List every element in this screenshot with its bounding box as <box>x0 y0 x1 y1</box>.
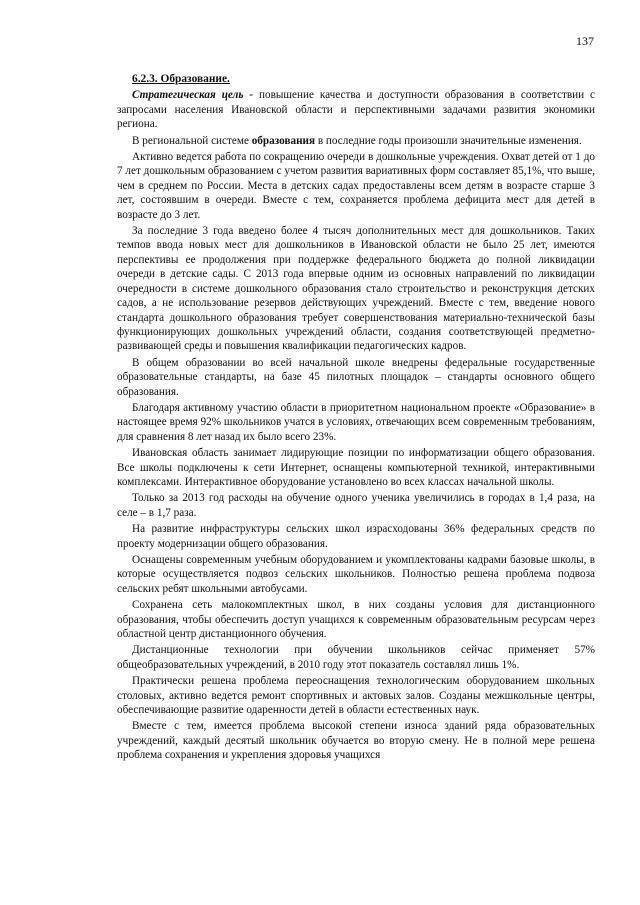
paragraph-problems: Вместе с тем, имеется проблема высокой степени износа зданий ряда образовательных учреждений, каждый десятый школьник обучается во вторую смену. Не в полной мере решена проблема сохранения и укрепления здоровья учащихся <box>117 720 595 762</box>
paragraph-national-project: Благодаря активному участию области в приоритетном национальном проекте «Образование» в настоящее время 92% школьников учатся в условиях, отвечающих всем современным требованиям, для сравнения 8 лет назад их было всего 23%. <box>117 401 595 443</box>
paragraph-informatization: Ивановская область занимает лидирующие позиции по информатизации общего образования. Все школы подключены к сети Интернет, оснащены компьютерной техникой, интерактивными комплексами. Интерактивное оборудование установлено во всех классах начальной школы. <box>117 447 595 488</box>
document-body <box>117 72 595 765</box>
text-fragment: В региональной системе <box>132 134 252 147</box>
text-fragment: в последние годы произошли значительные изменения. <box>315 134 582 147</box>
paragraph-expenses: Только за 2013 год расходы на обучение одного ученика увеличились в городах в 1,4 раза, на селе – в 1,7 раза. <box>117 492 595 519</box>
section-heading: 6.2.3. Образование. <box>132 73 230 85</box>
paragraph-small-schools: Сохранена сеть малокомплектных школ, в них созданы условия для дистанционного образования, чтобы обеспечить доступ учащихся к современным образовательным ресурсам через областной центр дистанционного обучения. <box>117 599 595 641</box>
paragraph-regional-system <box>117 134 595 148</box>
page-number: 137 <box>576 34 594 48</box>
strategic-goal-text: повышение качества и доступности образования в соответствии с запросами населения Ивановской области и перспективными задачами развития экономики региона. <box>117 89 595 131</box>
paragraph-preschool-queue: Активно ведется работа по сокращению очереди в дошкольные учреждения. Охват детей от 1 до 7 лет дошкольным образованием с учетом развития вариативных форм составляет 85,1%, что выше, чем в среднем по России. Места в детских садах предоставлены всем детям в возрасте старше 3 лет, состоявшим в очереди. Вместе с тем, сохраняется проблема дефицита мест для детей в возрасте до 3 лет. <box>117 151 595 221</box>
bold-term: образования <box>251 134 316 147</box>
strategic-goal-label: Стратегическая цель - <box>132 89 254 102</box>
paragraph-base-schools: Оснащены современным учебным оборудованием и укомплектованы кадрами базовые школы, в которые осуществляется подвоз сельских школьников. Полностью решена проблема подвоза сельских ребят школьными автобусами. <box>117 554 595 595</box>
paragraph-standards: В общем образовании во всей начальной школе внедрены федеральные государственные образовательные стандарты, на базе 45 пилотных площадок – стандарты основного общего образования. <box>117 356 595 398</box>
paragraph-strategic-goal <box>117 88 595 131</box>
paragraph-rural-infrastructure: На развитие инфраструктуры сельских школ израсходованы 36% федеральных средств по проекту модернизации общего образования. <box>117 523 595 550</box>
paragraph-distance-tech: Дистанционные технологии при обучении школьников сейчас применяет 57% общеобразовательных учреждений, в 2010 году этот показатель составлял лишь 1%. <box>117 644 595 671</box>
paragraph-new-places: За последние 3 года введено более 4 тысяч дополнительных мест для дошкольников. Таких темпов ввода новых мест для дошкольников в Ивановской области не было 25 лет, имеются перспективы ее продолжения при поддержке федерального бюджета до полной ликвидации очереди в детские сады. С 2013 года впервые одним из основных направлений по ликвидации очередности в системе дошкольного образования стало строительство и реконструкция детских садов, а не использование резервов действующих учреждений. Вместе с тем, введение нового стандарта дошкольного образования требует совершенствования материально-технической базы функционирующих дошкольных учреждений области, создания соответствующей предметно-развивающей среды и повышения квалификации педагогических кадров. <box>117 225 595 353</box>
paragraph-canteens: Практически решена проблема переоснащения технологическим оборудованием школьных столовых, активно ведется ремонт спортивных и актовых залов. Созданы межшкольные центры, обеспечивающие развитие одаренности детей в области естественных наук. <box>117 675 595 717</box>
